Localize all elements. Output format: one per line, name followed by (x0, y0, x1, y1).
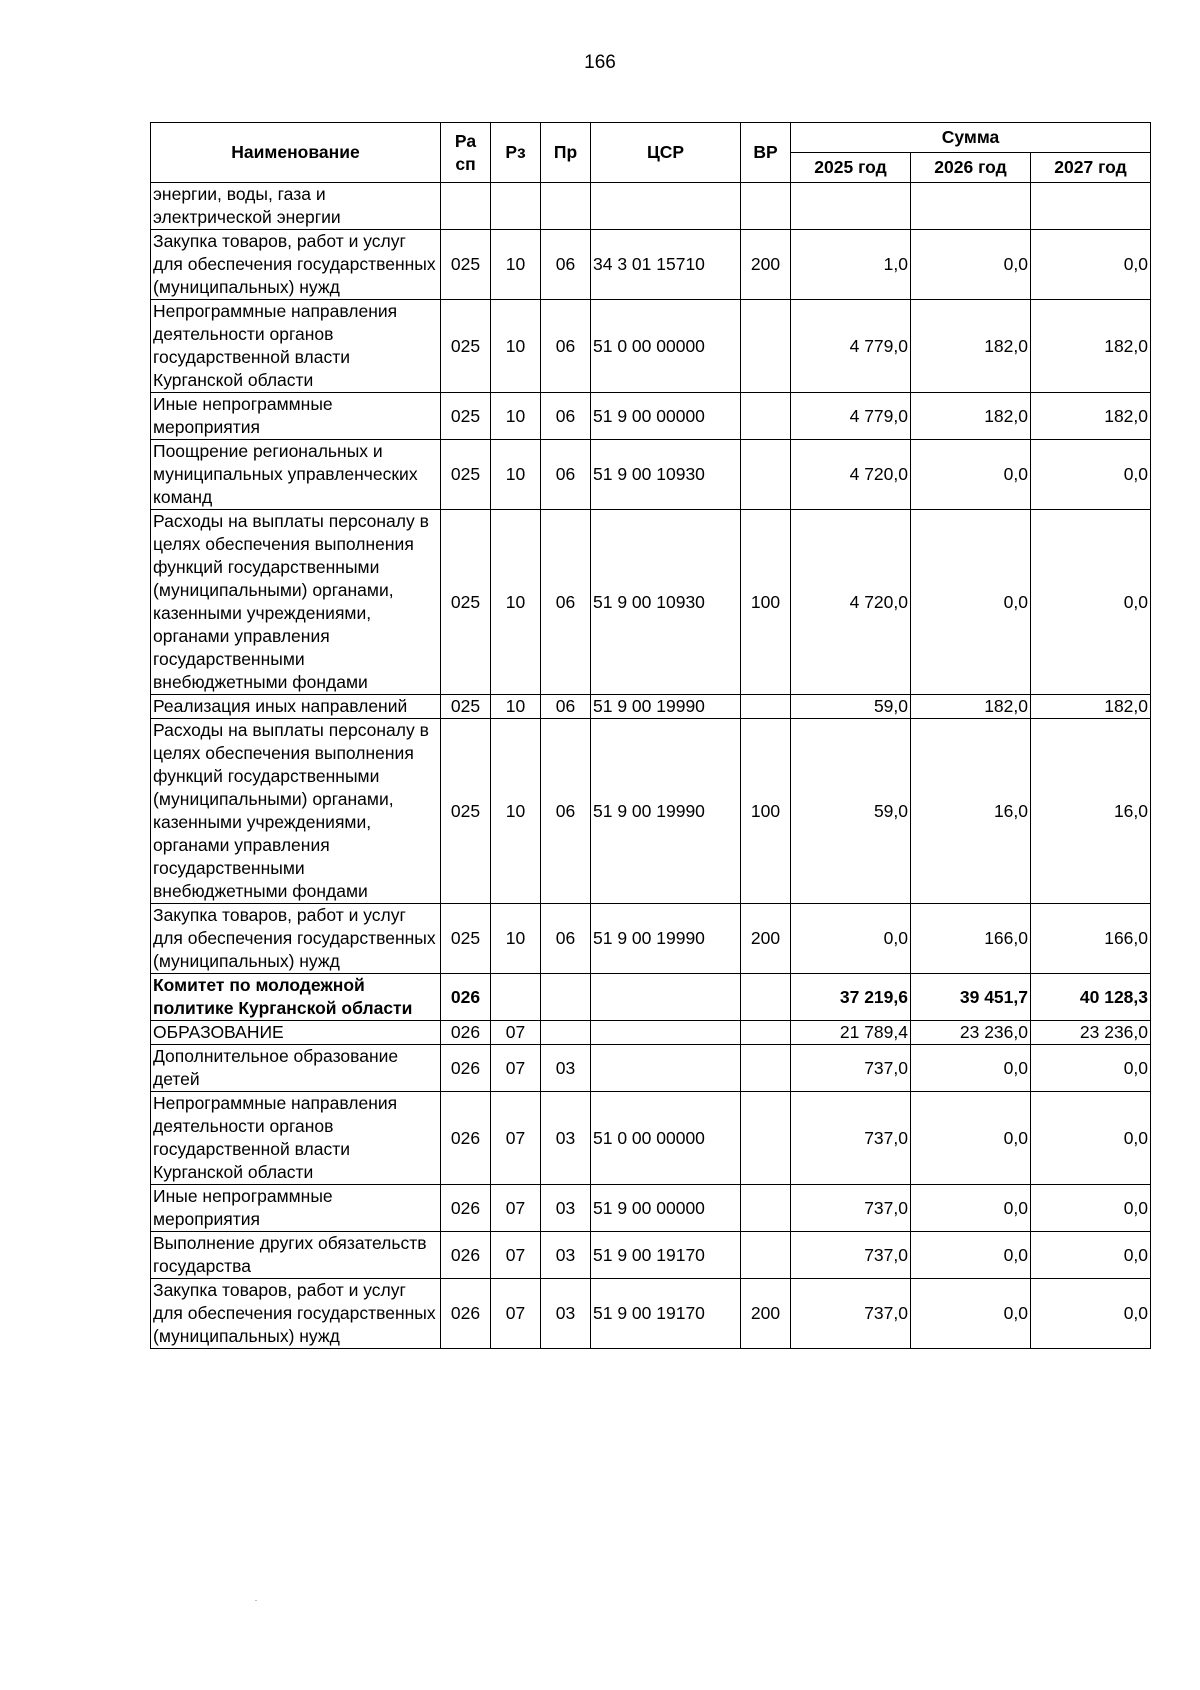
cell-vr: 100 (741, 510, 791, 695)
cell-vr: 200 (741, 1279, 791, 1349)
cell-rz: 10 (491, 393, 541, 440)
cell-rz: 07 (491, 1045, 541, 1092)
cell-y2027 (1031, 183, 1151, 230)
cell-y2025: 4 779,0 (791, 393, 911, 440)
cell-vr (741, 440, 791, 510)
cell-vr (741, 183, 791, 230)
cell-rz: 07 (491, 1279, 541, 1349)
cell-rasp: 025 (441, 440, 491, 510)
cell-pr: 06 (541, 719, 591, 904)
cell-rz: 10 (491, 510, 541, 695)
cell-vr (741, 974, 791, 1021)
cell-rz: 07 (491, 1185, 541, 1232)
cell-csr: 51 9 00 19990 (591, 904, 741, 974)
header-pr: Пр (541, 123, 591, 183)
table-row (151, 1185, 1151, 1232)
cell-y2026: 182,0 (911, 695, 1031, 719)
cell-y2027: 23 236,0 (1031, 1021, 1151, 1045)
cell-csr: 51 9 00 19990 (591, 695, 741, 719)
cell-rz: 10 (491, 300, 541, 393)
cell-y2027: 0,0 (1031, 1185, 1151, 1232)
table-row (151, 1045, 1151, 1092)
cell-y2025 (791, 183, 911, 230)
cell-y2027: 0,0 (1031, 1279, 1151, 1349)
cell-y2026 (911, 183, 1031, 230)
table-row (151, 300, 1151, 393)
cell-name: Непрограммные направления деятельности органов государственной власти Курганской области (151, 1092, 441, 1185)
cell-rasp: 026 (441, 1021, 491, 1045)
cell-rasp: 025 (441, 695, 491, 719)
cell-name: Выполнение других обязательств государства (151, 1232, 441, 1279)
cell-pr: 06 (541, 230, 591, 300)
cell-csr (591, 183, 741, 230)
cell-y2025: 4 720,0 (791, 440, 911, 510)
cell-y2026: 0,0 (911, 1232, 1031, 1279)
cell-name: Реализация иных направлений (151, 695, 441, 719)
cell-y2027: 40 128,3 (1031, 974, 1151, 1021)
cell-csr (591, 1021, 741, 1045)
header-2025: 2025 год (791, 153, 911, 183)
cell-y2025: 21 789,4 (791, 1021, 911, 1045)
cell-y2026: 182,0 (911, 393, 1031, 440)
cell-y2026: 39 451,7 (911, 974, 1031, 1021)
cell-y2025: 59,0 (791, 719, 911, 904)
cell-rz: 10 (491, 695, 541, 719)
cell-name: Иные непрограммные мероприятия (151, 393, 441, 440)
cell-vr (741, 1232, 791, 1279)
header-sum: Сумма (791, 123, 1151, 153)
header-vr: ВР (741, 123, 791, 183)
cell-vr (741, 1092, 791, 1185)
cell-pr (541, 183, 591, 230)
cell-y2027: 0,0 (1031, 1092, 1151, 1185)
cell-name: Закупка товаров, работ и услуг для обеспечения государственных (муниципальных) нужд (151, 1279, 441, 1349)
cell-y2025: 4 779,0 (791, 300, 911, 393)
cell-name: Комитет по молодежной политике Курганской области (151, 974, 441, 1021)
cell-y2025: 59,0 (791, 695, 911, 719)
cell-vr (741, 1021, 791, 1045)
cell-csr (591, 974, 741, 1021)
cell-rasp (441, 183, 491, 230)
cell-pr: 06 (541, 695, 591, 719)
table-header (151, 123, 1151, 183)
cell-rasp: 026 (441, 1185, 491, 1232)
cell-rz: 10 (491, 440, 541, 510)
cell-y2027: 182,0 (1031, 695, 1151, 719)
table-row (151, 440, 1151, 510)
cell-rz: 07 (491, 1021, 541, 1045)
table-row (151, 1279, 1151, 1349)
cell-rz (491, 974, 541, 1021)
cell-y2027: 16,0 (1031, 719, 1151, 904)
cell-csr: 51 9 00 10930 (591, 440, 741, 510)
header-2027: 2027 год (1031, 153, 1151, 183)
cell-y2025: 0,0 (791, 904, 911, 974)
cell-y2026: 16,0 (911, 719, 1031, 904)
cell-y2026: 0,0 (911, 1045, 1031, 1092)
cell-y2026: 0,0 (911, 1279, 1031, 1349)
table-body (151, 183, 1151, 1349)
cell-name: энергии, воды, газа и электрической энергии (151, 183, 441, 230)
cell-y2025: 37 219,6 (791, 974, 911, 1021)
cell-y2027: 182,0 (1031, 300, 1151, 393)
cell-csr: 51 0 00 00000 (591, 1092, 741, 1185)
cell-pr: 03 (541, 1232, 591, 1279)
cell-vr (741, 1185, 791, 1232)
table-row (151, 510, 1151, 695)
cell-csr: 51 9 00 19990 (591, 719, 741, 904)
cell-pr: 03 (541, 1092, 591, 1185)
cell-csr (591, 1045, 741, 1092)
cell-vr (741, 695, 791, 719)
cell-name: Иные непрограммные мероприятия (151, 1185, 441, 1232)
cell-name: Закупка товаров, работ и услуг для обеспечения государственных (муниципальных) нужд (151, 230, 441, 300)
cell-pr: 06 (541, 393, 591, 440)
cell-rasp: 025 (441, 393, 491, 440)
cell-csr: 34 3 01 15710 (591, 230, 741, 300)
cell-y2027: 0,0 (1031, 1232, 1151, 1279)
cell-name: Расходы на выплаты персоналу в целях обеспечения выполнения функций государственными (муниципальными) органами, казенными учреждениями, органами управления государственными внебюджетными фондами (151, 719, 441, 904)
cell-y2026: 0,0 (911, 440, 1031, 510)
cell-y2025: 737,0 (791, 1232, 911, 1279)
cell-name: Расходы на выплаты персоналу в целях обеспечения выполнения функций государственными (муниципальными) органами, казенными учреждениями, органами управления государственными внебюджетными фондами (151, 510, 441, 695)
cell-pr: 06 (541, 510, 591, 695)
cell-pr: 06 (541, 904, 591, 974)
table-row (151, 695, 1151, 719)
cell-y2025: 1,0 (791, 230, 911, 300)
cell-rasp: 026 (441, 1045, 491, 1092)
cell-name: Закупка товаров, работ и услуг для обеспечения государственных (муниципальных) нужд (151, 904, 441, 974)
cell-pr: 06 (541, 300, 591, 393)
cell-y2026: 166,0 (911, 904, 1031, 974)
table-row (151, 393, 1151, 440)
cell-rz: 07 (491, 1092, 541, 1185)
cell-name: Непрограммные направления деятельности органов государственной власти Курганской области (151, 300, 441, 393)
cell-csr: 51 9 00 19170 (591, 1232, 741, 1279)
cell-rasp: 026 (441, 1232, 491, 1279)
cell-y2025: 737,0 (791, 1045, 911, 1092)
cell-rasp: 025 (441, 230, 491, 300)
cell-csr: 51 9 00 00000 (591, 1185, 741, 1232)
cell-y2027: 0,0 (1031, 1045, 1151, 1092)
cell-rz (491, 183, 541, 230)
cell-rasp: 026 (441, 974, 491, 1021)
header-csr: ЦСР (591, 123, 741, 183)
cell-pr: 06 (541, 440, 591, 510)
header-2026: 2026 год (911, 153, 1031, 183)
cell-y2026: 23 236,0 (911, 1021, 1031, 1045)
table-row (151, 974, 1151, 1021)
cell-csr: 51 9 00 10930 (591, 510, 741, 695)
table-row (151, 904, 1151, 974)
cell-vr (741, 393, 791, 440)
cell-y2025: 737,0 (791, 1185, 911, 1232)
cell-pr: 03 (541, 1045, 591, 1092)
cell-pr: 03 (541, 1279, 591, 1349)
cell-y2025: 737,0 (791, 1279, 911, 1349)
cell-vr (741, 1045, 791, 1092)
cell-y2027: 0,0 (1031, 440, 1151, 510)
cell-y2025: 4 720,0 (791, 510, 911, 695)
cell-rz: 10 (491, 230, 541, 300)
cell-csr: 51 9 00 19170 (591, 1279, 741, 1349)
cell-rasp: 026 (441, 1279, 491, 1349)
cell-rz: 07 (491, 1232, 541, 1279)
cell-y2026: 182,0 (911, 300, 1031, 393)
cell-rasp: 025 (441, 719, 491, 904)
cell-pr: 03 (541, 1185, 591, 1232)
cell-name: Дополнительное образование детей (151, 1045, 441, 1092)
scan-artifact (255, 1600, 257, 1601)
cell-y2027: 166,0 (1031, 904, 1151, 974)
cell-vr: 200 (741, 230, 791, 300)
cell-rz: 10 (491, 904, 541, 974)
header-rz: Рз (491, 123, 541, 183)
cell-y2027: 0,0 (1031, 230, 1151, 300)
cell-y2027: 0,0 (1031, 510, 1151, 695)
cell-csr: 51 9 00 00000 (591, 393, 741, 440)
table-row (151, 183, 1151, 230)
cell-rasp: 025 (441, 904, 491, 974)
cell-pr (541, 1021, 591, 1045)
table-row (151, 1021, 1151, 1045)
cell-csr: 51 0 00 00000 (591, 300, 741, 393)
cell-rasp: 025 (441, 300, 491, 393)
cell-name: ОБРАЗОВАНИЕ (151, 1021, 441, 1045)
cell-pr (541, 974, 591, 1021)
cell-vr: 100 (741, 719, 791, 904)
cell-y2025: 737,0 (791, 1092, 911, 1185)
cell-y2026: 0,0 (911, 230, 1031, 300)
cell-y2026: 0,0 (911, 1092, 1031, 1185)
header-rasp: Ра сп (441, 123, 491, 183)
cell-rasp: 026 (441, 1092, 491, 1185)
header-name: Наименование (151, 123, 441, 183)
cell-vr (741, 300, 791, 393)
table-row (151, 719, 1151, 904)
cell-y2027: 182,0 (1031, 393, 1151, 440)
table-row (151, 1092, 1151, 1185)
cell-y2026: 0,0 (911, 510, 1031, 695)
cell-y2026: 0,0 (911, 1185, 1031, 1232)
budget-table (150, 122, 1151, 1349)
cell-name: Поощрение региональных и муниципальных управленческих команд (151, 440, 441, 510)
cell-vr: 200 (741, 904, 791, 974)
cell-rasp: 025 (441, 510, 491, 695)
table-row (151, 230, 1151, 300)
table-row (151, 1232, 1151, 1279)
cell-rz: 10 (491, 719, 541, 904)
page-number: 166 (584, 52, 616, 73)
